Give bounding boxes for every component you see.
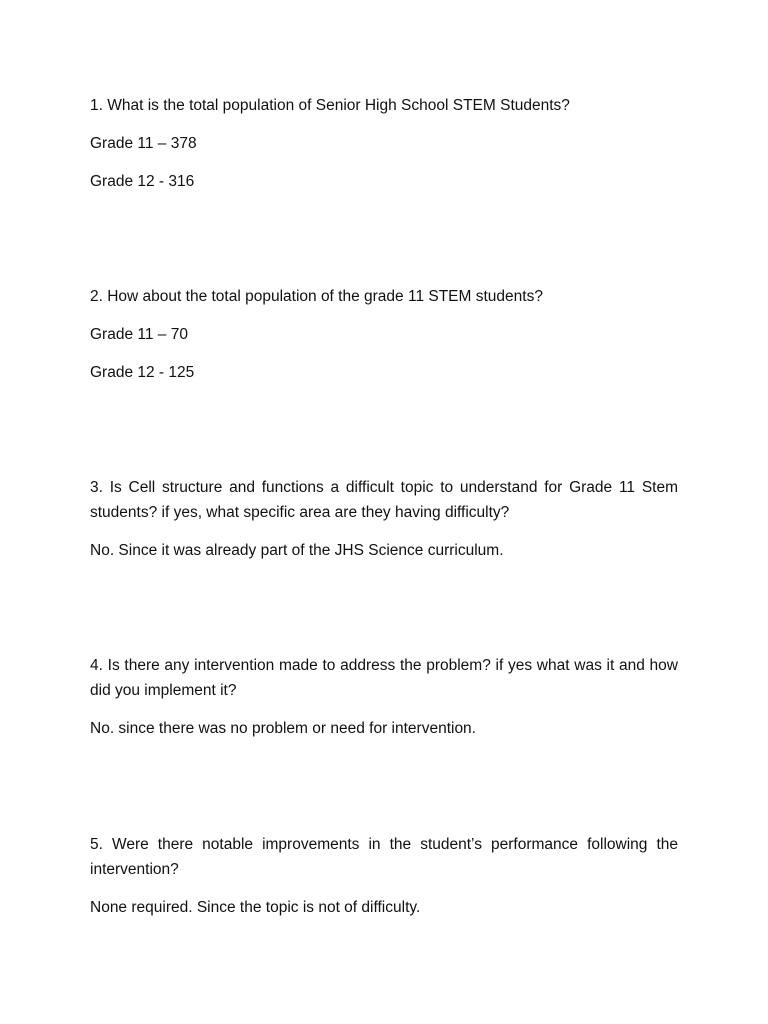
- question-block-5: [90, 832, 678, 920]
- question-4: 4. Is there any intervention made to address the problem? if yes what was it and how did you implement it?: [90, 657, 678, 699]
- answer-2-grade-11: Grade 11 – 70: [90, 326, 188, 343]
- question-1: 1. What is the total population of Senior High School STEM Students?: [90, 97, 570, 114]
- question-2: 2. How about the total population of the grade 11 STEM students?: [90, 288, 543, 305]
- answer-5: None required. Since the topic is not of difficulty.: [90, 899, 421, 916]
- answer-1-grade-12: Grade 12 - 316: [90, 173, 195, 190]
- answer-2-grade-12: Grade 12 - 125: [90, 364, 195, 381]
- question-5: 5. Were there notable improvements in the student’s performance following the intervention?: [90, 836, 678, 878]
- answer-4: No. since there was no problem or need for intervention.: [90, 720, 476, 737]
- answer-1-grade-11: Grade 11 – 378: [90, 135, 197, 152]
- question-block-4: [90, 653, 678, 741]
- answer-3: No. Since it was already part of the JHS Science curriculum.: [90, 542, 504, 559]
- question-block-3: [90, 475, 678, 563]
- question-block-1: [90, 93, 678, 194]
- question-3: 3. Is Cell structure and functions a difficult topic to understand for Grade 11 Stem students? if yes, what specific area are they having difficulty?: [90, 479, 678, 521]
- question-block-2: [90, 284, 678, 385]
